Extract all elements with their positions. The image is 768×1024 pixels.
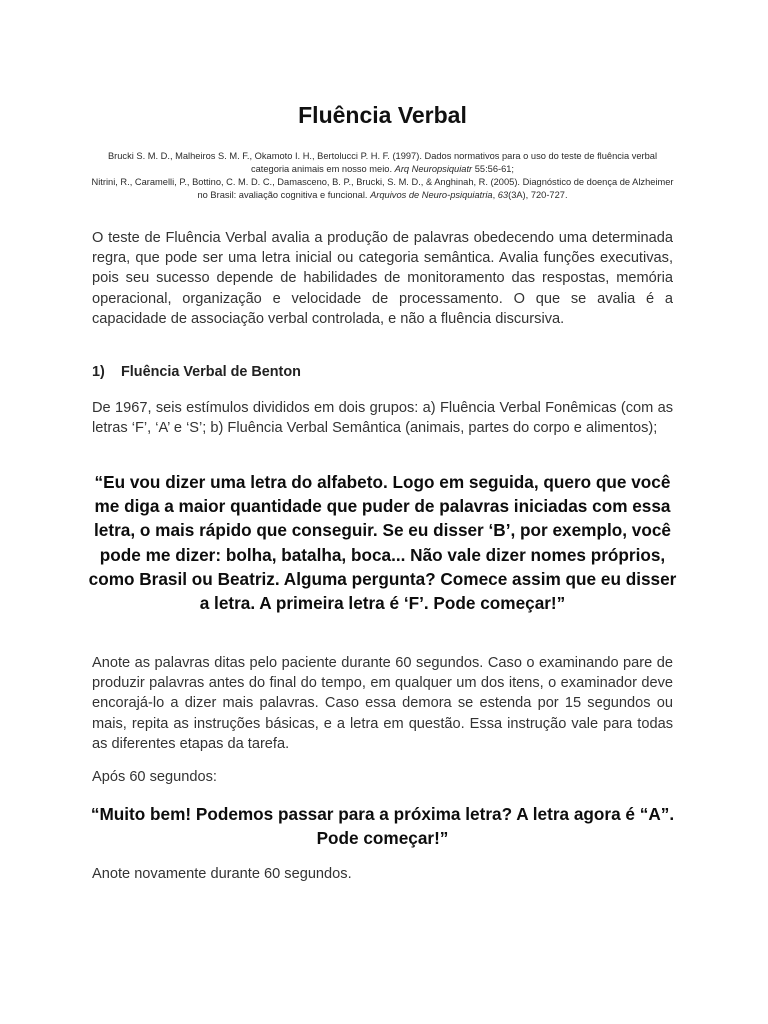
page-title: Fluência Verbal [298, 102, 467, 128]
intro-paragraph: O teste de Fluência Verbal avalia a produção de palavras obedecendo uma determinada regra, que pode ser uma letra inicial ou categoria semântica. Avalia funções executivas, pois seu sucesso depende de habilidades de monitoramento das respostas, memória operacional, organização e velocidade de processamento. O que se avalia é a capacidade de associação verbal controlada, e não a fluência discursiva. [92, 230, 673, 327]
reference-volume: 63 [497, 190, 509, 201]
reference-item [88, 150, 677, 176]
section-title: Fluência Verbal de Benton [121, 364, 301, 380]
references-block [88, 150, 677, 202]
reference-text: Nitrini, R., Caramelli, P., Bottino, C. M. D. C., Damasceno, B. P., Brucki, S. M. D., & Anghinah, R. (2005). Diagnóstico de doença de Alzheimer no Brasil: avaliação cognitiva e funcional. [91, 177, 674, 201]
annotation-paragraph: Anote as palavras ditas pelo paciente durante 60 segundos. Caso o examinando pare de produzir palavras antes do final do tempo, em qualquer um dos itens, o examinador deve encorajá-lo a dizer mais palavras. Caso essa demora se estenda por 15 segundos ou mais, repita as instruções básicas, e a letra em questão. Essa instrução vale para todas as diferentes etapas da tarefa. [92, 655, 673, 752]
second-quote: “Muito bem! Podemos passar para a próxima letra? A letra agora é “A”. Pode começar!” [90, 804, 675, 849]
section-paragraph: De 1967, seis estímulos divididos em dois grupos: a) Fluência Verbal Fonêmicas (com as letras ‘F’, ‘A’ e ‘S’; b) Fluência Verbal Semântica (animais, partes do corpo e alimentos); [92, 400, 673, 437]
section-number: 1) [92, 364, 105, 380]
after-60-label: Após 60 segundos: [92, 769, 217, 785]
reference-journal: Arq Neuropsiquiatr [394, 164, 473, 175]
instruction-quote: “Eu vou dizer uma letra do alfabeto. Logo em seguida, quero que você me diga a maior quantidade que puder de palavras iniciadas com essa letra, o mais rápido que conseguir. Se eu disser ‘B’, por exemplo, você pode me dizer: bolha, batalha, boca... Não vale dizer nomes próprios, como Brasil ou Beatriz. Alguma pergunta? Comece assim que eu disser a letra. A primeira letra é ‘F’. Pode começar!” [88, 472, 677, 614]
reference-text: 55:56-61; [472, 164, 515, 175]
reference-text: , [492, 190, 498, 201]
section-heading [92, 364, 301, 380]
reference-journal: Arquivos de Neuro-psiquiatria [370, 190, 493, 201]
reference-text: Brucki S. M. D., Malheiros S. M. F., Okamoto I. H., Bertolucci P. H. F. (1997). Dados normativos para o uso do teste de fluência verbal categoria animais em nosso meio. [107, 151, 658, 175]
final-paragraph: Anote novamente durante 60 segundos. [92, 866, 352, 882]
reference-item [88, 176, 677, 202]
reference-text: (3A), 720-727. [508, 190, 568, 201]
